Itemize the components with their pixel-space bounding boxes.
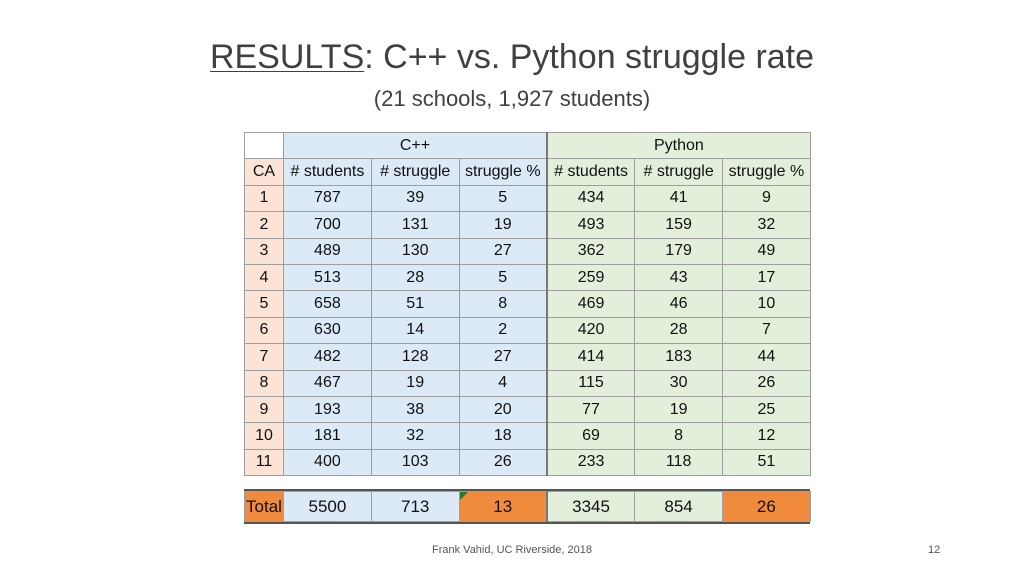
table-cell: 41: [635, 185, 723, 211]
group-header-python: Python: [547, 133, 810, 159]
row-label-cell: 4: [245, 264, 284, 290]
table-cell: 658: [284, 291, 372, 317]
table-cell: 77: [547, 396, 635, 422]
title-rest: : C++ vs. Python struggle rate: [364, 38, 815, 76]
table-cell: 5: [459, 185, 547, 211]
total-cell: 854: [635, 492, 723, 522]
table-row: [245, 449, 811, 475]
table-row: [245, 264, 811, 290]
total-cell: 3345: [547, 492, 635, 522]
table-cell: 400: [284, 449, 372, 475]
table-cell: 19: [635, 396, 723, 422]
table-row: [245, 396, 811, 422]
column-header: struggle %: [459, 159, 547, 185]
row-label-cell: 1: [245, 185, 284, 211]
table-cell: 700: [284, 212, 372, 238]
table-cell: 26: [459, 449, 547, 475]
group-header-row: [245, 133, 811, 159]
row-label-cell: 5: [245, 291, 284, 317]
group-header-cpp: C++: [284, 133, 547, 159]
table-cell: 493: [547, 212, 635, 238]
column-header: # struggle: [371, 159, 459, 185]
table-cell: 12: [723, 423, 811, 449]
table-cell: 25: [723, 396, 811, 422]
table-cell: 32: [371, 423, 459, 449]
table-cell: 18: [459, 423, 547, 449]
column-header-row: [245, 159, 811, 185]
table-cell: 193: [284, 396, 372, 422]
table-cell: 51: [723, 449, 811, 475]
table-cell: 131: [371, 212, 459, 238]
table-cell: 259: [547, 264, 635, 290]
table-cell: 513: [284, 264, 372, 290]
table-row: [245, 317, 811, 343]
table-cell: 20: [459, 396, 547, 422]
table-cell: 183: [635, 344, 723, 370]
total-cell-highlight: 26: [722, 492, 810, 522]
table-cell: 44: [723, 344, 811, 370]
footer-text: Frank Vahid, UC Riverside, 2018: [432, 544, 592, 556]
table-row: [245, 185, 811, 211]
table-cell: 482: [284, 344, 372, 370]
table-cell: 787: [284, 185, 372, 211]
table-row: [245, 238, 811, 264]
table-cell: 115: [547, 370, 635, 396]
table-cell: 69: [547, 423, 635, 449]
table-cell: 630: [284, 317, 372, 343]
table-cell: 43: [635, 264, 723, 290]
table-cell: 8: [635, 423, 723, 449]
table-cell: 128: [371, 344, 459, 370]
table-cell: 8: [459, 291, 547, 317]
column-header: # students: [547, 159, 635, 185]
table-body: [245, 185, 811, 475]
table-cell: 5: [459, 264, 547, 290]
table-cell: 14: [371, 317, 459, 343]
column-header: struggle %: [723, 159, 811, 185]
table-cell: 130: [371, 238, 459, 264]
results-table: [244, 132, 810, 476]
row-label-cell: 10: [245, 423, 284, 449]
table-row: [245, 370, 811, 396]
total-row-wrap: [244, 489, 810, 524]
table-cell: 10: [723, 291, 811, 317]
table-cell: 4: [459, 370, 547, 396]
table-cell: 179: [635, 238, 723, 264]
comment-indicator-icon: [460, 492, 468, 500]
total-row: [245, 492, 811, 522]
table-cell: 51: [371, 291, 459, 317]
table-cell: 467: [284, 370, 372, 396]
table-cell: 9: [723, 185, 811, 211]
row-label-cell: 6: [245, 317, 284, 343]
table-cell: 27: [459, 344, 547, 370]
table-cell: 103: [371, 449, 459, 475]
total-cell: 5500: [284, 492, 372, 522]
table-cell: 28: [635, 317, 723, 343]
total-cell-value: 13: [493, 496, 513, 516]
column-header: # struggle: [635, 159, 723, 185]
table-cell: 489: [284, 238, 372, 264]
table-cell: 414: [547, 344, 635, 370]
table-cell: 46: [635, 291, 723, 317]
row-label-cell: 2: [245, 212, 284, 238]
table-cell: 28: [371, 264, 459, 290]
table-cell: 2: [459, 317, 547, 343]
table-cell: 17: [723, 264, 811, 290]
table-cell: 159: [635, 212, 723, 238]
table-cell: 362: [547, 238, 635, 264]
table-cell: 233: [547, 449, 635, 475]
table-cell: 38: [371, 396, 459, 422]
column-header: CA: [245, 159, 284, 185]
table-cell: 32: [723, 212, 811, 238]
total-cell: 713: [371, 492, 459, 522]
slide-subtitle: (21 schools, 1,927 students): [373, 86, 651, 111]
corner-cell: [245, 133, 284, 159]
table-cell: 469: [547, 291, 635, 317]
table-cell: 420: [547, 317, 635, 343]
row-label-cell: 7: [245, 344, 284, 370]
table-cell: 49: [723, 238, 811, 264]
table-cell: 19: [459, 212, 547, 238]
total-cell-highlight: [459, 492, 547, 522]
table-row: [245, 212, 811, 238]
table-cell: 26: [723, 370, 811, 396]
table-cell: 434: [547, 185, 635, 211]
table-cell: 19: [371, 370, 459, 396]
total-label: Total: [245, 492, 284, 522]
row-label-cell: 9: [245, 396, 284, 422]
table-cell: 27: [459, 238, 547, 264]
table-row: [245, 423, 811, 449]
table-cell: 39: [371, 185, 459, 211]
table-row: [245, 344, 811, 370]
slide-title: [0, 38, 1024, 77]
table-cell: 30: [635, 370, 723, 396]
title-keyword: RESULTS: [209, 38, 365, 76]
row-label-cell: 3: [245, 238, 284, 264]
table-cell: 118: [635, 449, 723, 475]
row-label-cell: 8: [245, 370, 284, 396]
table-row: [245, 291, 811, 317]
page-number: 12: [928, 544, 941, 556]
table-cell: 7: [723, 317, 811, 343]
table-cell: 181: [284, 423, 372, 449]
row-label-cell: 11: [245, 449, 284, 475]
column-header: # students: [284, 159, 372, 185]
